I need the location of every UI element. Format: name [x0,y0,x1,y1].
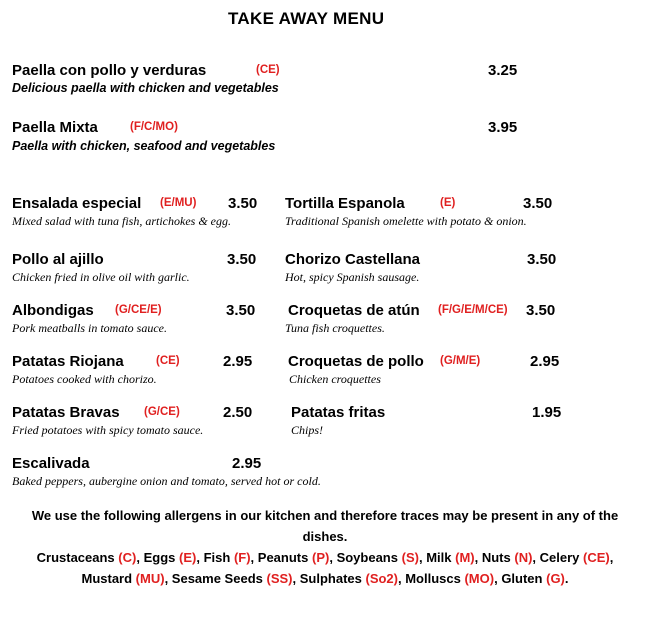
item-allergens: (CE) [156,355,180,367]
allergen-list: Crustaceans (C), Eggs (E), Fish (F), Peanuts (P), Soybeans (S), Milk (M), Nuts (N), Celery (CE), Mustard (MU), Sesame Seeds (SS), Sulphates (So2), Molluscs (MO), Gluten (G). [36,550,614,586]
item-name: Croquetas de pollo [288,353,424,370]
item-name: Patatas Bravas [12,404,120,421]
allergen-name: Nuts [481,550,511,565]
item-description: Chicken croquettes [289,372,381,386]
item-description: Paella with chicken, seafood and vegetables [12,139,276,153]
allergen-code: (G) [546,571,565,586]
item-price: 3.95 [488,119,518,136]
allergen-name: Fish [203,550,231,565]
item-name: Ensalada especial [12,195,142,212]
item-price: 1.95 [532,404,562,421]
allergen-note: We use the following allergens in our kitchen and therefore traces may be present in any of the dishes. [31,508,619,544]
item-description: Pork meatballs in tomato sauce. [12,321,167,335]
item-allergens: (F/C/MO) [130,121,178,133]
item-description: Delicious paella with chicken and vegetables [12,81,279,95]
allergen-name: Milk [426,550,452,565]
item-price: 2.95 [223,353,253,370]
item-description: Fried potatoes with spicy tomato sauce. [12,423,204,437]
allergen-code: (P) [311,550,330,565]
item-allergens: (E/MU) [160,197,197,209]
item-name: Patatas fritas [291,404,386,421]
allergen-code: (M) [455,550,475,565]
allergen-name: Celery [539,550,580,565]
item-name: Escalivada [12,455,90,472]
item-price: 2.50 [223,404,253,421]
item-description: Traditional Spanish omelette with potato & onion. [285,214,527,228]
item-name: Tortilla Espanola [285,195,405,212]
item-allergens: (F/G/E/M/CE) [438,304,508,316]
allergen-code: (SS) [266,571,293,586]
item-name: Croquetas de atún [288,302,420,319]
item-price: 3.50 [228,195,258,212]
item-allergens: (G/M/E) [440,355,481,367]
allergen-code: (MU) [135,571,165,586]
item-name: Chorizo Castellana [285,251,421,268]
item-description: Tuna fish croquettes. [285,321,385,335]
allergen-name: Crustaceans [36,550,115,565]
allergen-name: Peanuts [257,550,309,565]
allergen-code: (So2) [365,571,398,586]
menu-title: TAKE AWAY MENU [228,9,385,28]
item-allergens: (CE) [256,64,280,76]
allergen-name: Mustard [81,571,133,586]
item-price: 3.50 [526,302,556,319]
item-description: Hot, spicy Spanish sausage. [285,270,420,284]
item-description: Chips! [291,423,324,437]
item-name: Pollo al ajillo [12,251,104,268]
allergen-code: (N) [514,550,533,565]
allergen-name: Sesame Seeds [171,571,263,586]
item-name: Paella Mixta [12,119,98,136]
item-price: 3.50 [523,195,553,212]
item-allergens: (G/CE) [144,406,180,418]
item-description: Baked peppers, aubergine onion and tomato, served hot or cold. [12,474,321,488]
allergen-name: Soybeans [336,550,398,565]
item-name: Paella con pollo y verduras [12,62,207,79]
item-description: Mixed salad with tuna fish, artichokes & egg. [12,214,231,228]
item-price: 2.95 [232,455,262,472]
allergen-code: (E) [179,550,197,565]
item-price: 3.50 [227,251,257,268]
item-price: 3.50 [226,302,256,319]
allergen-code: (F) [233,550,251,565]
item-description: Potatoes cooked with chorizo. [12,372,157,386]
allergen-name: Gluten [501,571,543,586]
allergen-code: (S) [401,550,419,565]
allergen-name: Eggs [143,550,176,565]
item-price: 3.25 [488,62,518,79]
item-description: Chicken fried in olive oil with garlic. [12,270,190,284]
allergen-name: Molluscs [405,571,461,586]
item-name: Albondigas [12,302,94,319]
item-price: 3.50 [527,251,557,268]
allergen-name: Sulphates [299,571,362,586]
allergen-code: (MO) [464,571,495,586]
allergen-code: (C) [118,550,137,565]
item-allergens: (G/CE/E) [115,304,162,316]
item-name: Patatas Riojana [12,353,124,370]
item-allergens: (E) [440,197,456,209]
item-price: 2.95 [530,353,560,370]
allergen-code: (CE) [583,550,610,565]
